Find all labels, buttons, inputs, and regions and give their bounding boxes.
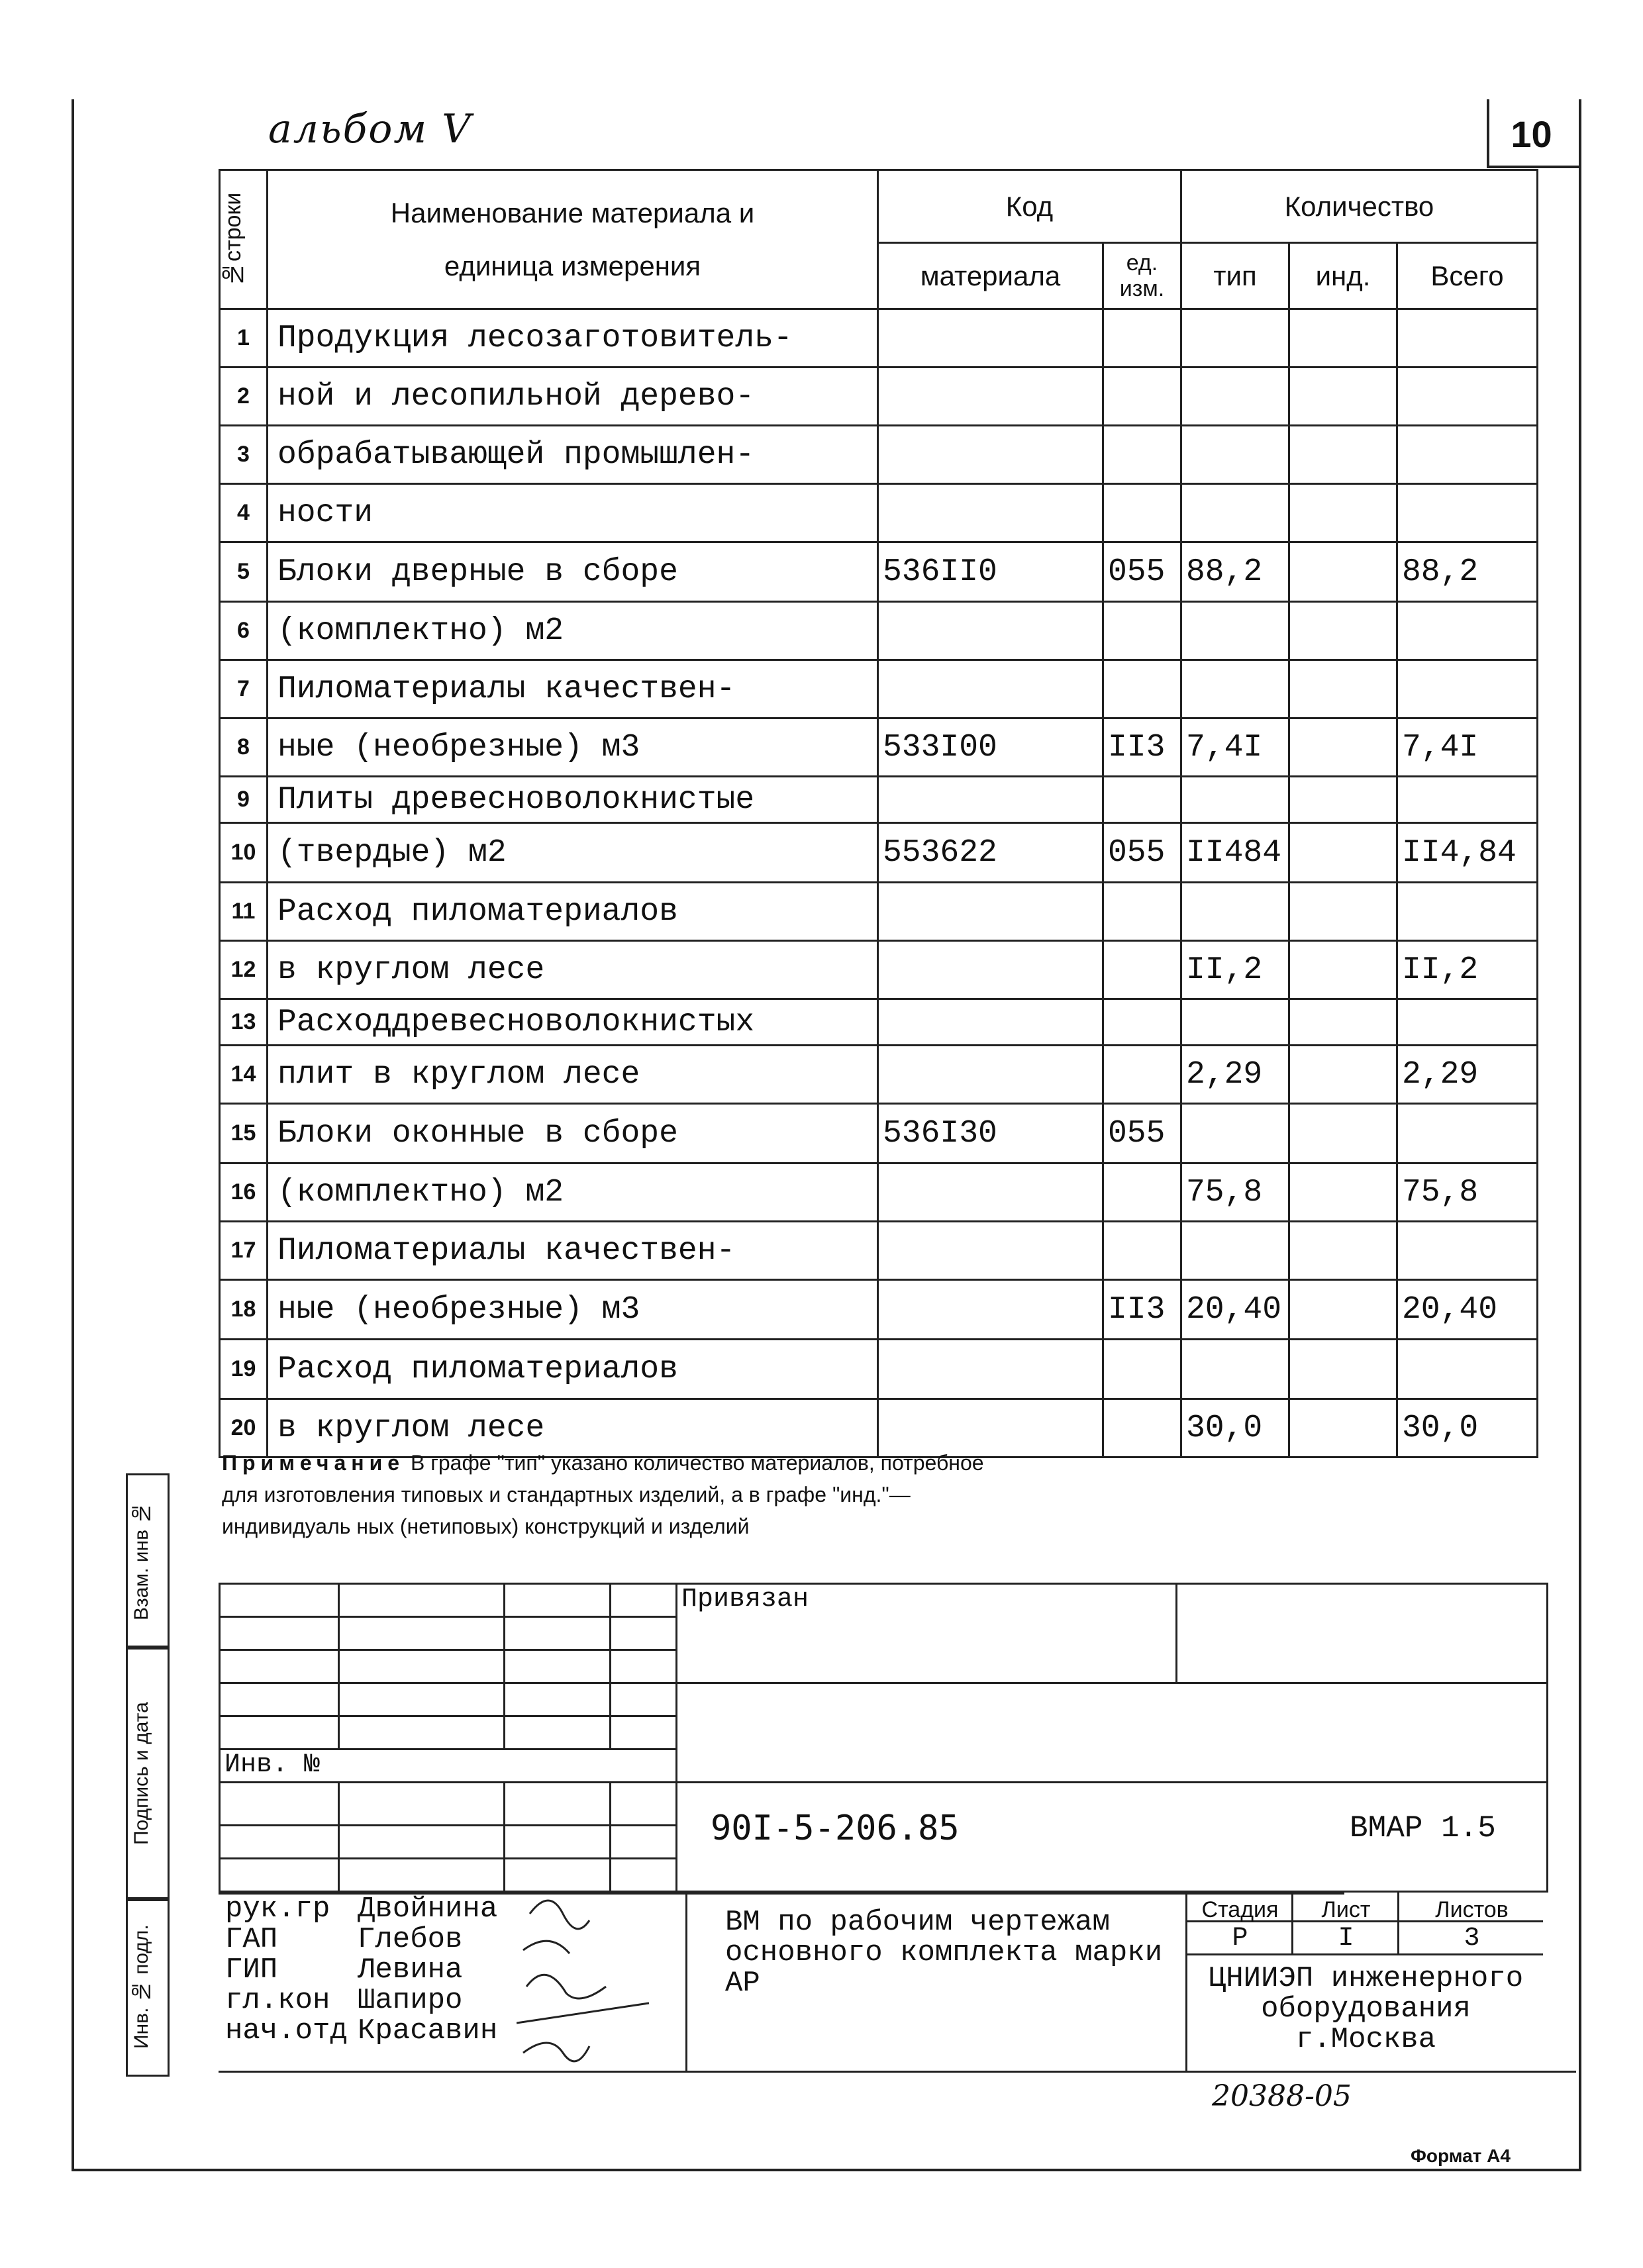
row-ind [1289,660,1397,718]
row-type [1181,602,1289,660]
row-unit [1103,777,1181,823]
row-unit: 055 [1103,1104,1181,1163]
row-type: 2,29 [1181,1046,1289,1104]
table-row [220,1104,1538,1163]
row-total: 88,2 [1397,542,1538,602]
staff-name: Левина [358,1953,463,1987]
row-total [1397,883,1538,941]
staff-row [225,1955,497,1985]
row-unit: II3 [1103,718,1181,777]
row-ind [1289,309,1397,368]
header-code-unit: ед. изм. [1103,243,1181,309]
row-name: Продукция лесозаготовитель- [268,309,878,368]
header-code: Код [878,170,1181,243]
side-podpis: Подпись и дата [126,1646,170,1901]
row-name: плит в круглом лесе [268,1046,878,1104]
row-total [1397,426,1538,484]
table-body [220,309,1538,1457]
stage-value: Р [1232,1924,1248,1953]
row-total [1397,1222,1538,1280]
table-row [220,718,1538,777]
row-total [1397,1340,1538,1399]
row-ind [1289,542,1397,602]
row-code [878,309,1103,368]
row-ind [1289,777,1397,823]
row-ind [1289,1046,1397,1104]
row-name: Блоки оконные в сборе [268,1104,878,1163]
sheets-value: 3 [1464,1924,1480,1953]
row-number: 15 [220,1104,268,1163]
staff-name: Глебов [358,1923,463,1956]
table-row [220,999,1538,1046]
note-text: В графе "тип" указано количество материалов, потребное для изготовления типовых и стандартных изделий, а в графе "инд."— индивидуаль ных (нетиповых) конструкций и изделий [222,1451,984,1538]
row-code [878,999,1103,1046]
row-code [878,660,1103,718]
row-total: 7,4I [1397,718,1538,777]
table-row [220,602,1538,660]
row-code [878,1340,1103,1399]
staff-role: гл.кон [225,1984,330,2017]
row-type [1181,777,1289,823]
row-name: обрабатывающей промышлен- [268,426,878,484]
row-name: ные (необрезные) м3 [268,1280,878,1340]
staff-name: Шапиро [358,1984,463,2017]
row-type: 88,2 [1181,542,1289,602]
row-code [878,777,1103,823]
staff-name: Красавин [358,2014,498,2047]
row-number: 13 [220,999,268,1046]
header-row-no: №строки [220,170,268,309]
row-code [878,602,1103,660]
row-type [1181,999,1289,1046]
header-code-material: материала [878,243,1103,309]
row-number: 8 [220,718,268,777]
sheet-label: Лист [1321,1897,1371,1922]
row-number: 6 [220,602,268,660]
row-name: в круглом лесе [268,941,878,999]
row-name: (комплектно) м2 [268,1163,878,1222]
row-code [878,941,1103,999]
table-row [220,1280,1538,1340]
row-code: 553622 [878,823,1103,883]
staff-role: нач.отд [225,2014,348,2047]
doc-code: 90I-5-206.85 [711,1808,960,1848]
row-ind [1289,426,1397,484]
staff-row [225,1985,497,2016]
row-ind [1289,484,1397,542]
table-row [220,1340,1538,1399]
row-ind [1289,941,1397,999]
row-code [878,1222,1103,1280]
staff-row [225,1894,497,1924]
row-name: ные (необрезные) м3 [268,718,878,777]
note [222,1447,1017,1542]
row-type [1181,484,1289,542]
row-name: ной и лесопильной дерево- [268,368,878,426]
document-title: ВМ по рабочим чертежам основного комплекта марки АР [725,1906,1163,2000]
row-code: 533I00 [878,718,1103,777]
row-ind [1289,718,1397,777]
row-unit [1103,1046,1181,1104]
row-name: в круглом лесе [268,1399,878,1457]
row-total [1397,1104,1538,1163]
stage-label: Стадия [1201,1897,1279,1922]
row-type [1181,883,1289,941]
row-unit [1103,426,1181,484]
row-name: Блоки дверные в сборе [268,542,878,602]
row-unit [1103,602,1181,660]
staff-role: ГИП [225,1953,278,1987]
row-name: (твердые) м2 [268,823,878,883]
sheets-label: Листов [1435,1897,1509,1922]
staff-row [225,2016,497,2046]
row-code: 536I30 [878,1104,1103,1163]
row-number: 7 [220,660,268,718]
row-number: 16 [220,1163,268,1222]
row-code [878,426,1103,484]
table-row [220,484,1538,542]
row-code [878,368,1103,426]
row-ind [1289,883,1397,941]
row-total: II4,84 [1397,823,1538,883]
row-total [1397,660,1538,718]
header-qty-ind: инд. [1289,243,1397,309]
row-unit [1103,1222,1181,1280]
row-number: 12 [220,941,268,999]
row-total [1397,484,1538,542]
format-label: Формат А4 [1411,2145,1511,2166]
row-total [1397,368,1538,426]
row-code: 536II0 [878,542,1103,602]
row-type: 7,4I [1181,718,1289,777]
row-number: 17 [220,1222,268,1280]
privyazan-label: Привязан [677,1584,1177,1683]
row-unit [1103,484,1181,542]
row-name: Расход пиломатериалов [268,883,878,941]
row-type: II484 [1181,823,1289,883]
table-row [220,1163,1538,1222]
doc-mark: ВМАР 1.5 [1350,1811,1496,1846]
row-unit: 055 [1103,542,1181,602]
side-inv: Инв. № подл. [126,1897,170,2077]
row-ind [1289,1280,1397,1340]
row-number: 10 [220,823,268,883]
row-total [1397,309,1538,368]
row-type [1181,309,1289,368]
table-row [220,660,1538,718]
header-qty-type: тип [1181,243,1289,309]
row-number: 9 [220,777,268,823]
row-unit [1103,660,1181,718]
header-qty: Количество [1181,170,1538,243]
row-number: 2 [220,368,268,426]
row-number: 14 [220,1046,268,1104]
row-number: 18 [220,1280,268,1340]
row-total: II,2 [1397,941,1538,999]
row-unit [1103,368,1181,426]
row-type: 30,0 [1181,1399,1289,1457]
table-row [220,883,1538,941]
row-code [878,484,1103,542]
row-number: 20 [220,1399,268,1457]
row-unit: II3 [1103,1280,1181,1340]
row-ind [1289,999,1397,1046]
row-type [1181,1222,1289,1280]
row-type: II,2 [1181,941,1289,999]
row-total [1397,602,1538,660]
row-number: 1 [220,309,268,368]
row-number: 3 [220,426,268,484]
table-row [220,309,1538,368]
row-ind [1289,368,1397,426]
row-unit [1103,941,1181,999]
row-name: Расходдревесноволокнистых [268,999,878,1046]
row-unit [1103,883,1181,941]
table-row [220,368,1538,426]
table-row [220,777,1538,823]
row-code [878,1163,1103,1222]
row-type [1181,660,1289,718]
staff-name: Двойнина [358,1893,498,1926]
side-vzam: Взам. инв № [126,1473,170,1650]
row-number: 5 [220,542,268,602]
header-qty-total: Всего [1397,243,1538,309]
table-row [220,941,1538,999]
row-number: 19 [220,1340,268,1399]
row-ind [1289,1222,1397,1280]
row-type: 20,40 [1181,1280,1289,1340]
row-name: ности [268,484,878,542]
row-total: 75,8 [1397,1163,1538,1222]
archive-number: 20388-05 [1212,2079,1352,2113]
row-total: 30,0 [1397,1399,1538,1457]
row-name: (комплектно) м2 [268,602,878,660]
signatures [517,1887,689,2073]
row-unit [1103,309,1181,368]
table-row [220,823,1538,883]
row-ind [1289,602,1397,660]
organization: ЦНИИЭП инженерного оборудования г.Москва [1208,1962,1524,2056]
row-ind [1289,1104,1397,1163]
row-name: Пиломатериалы качествен- [268,660,878,718]
header-name: Наименование материала и единица измерения [268,170,878,309]
materials-table [219,169,1538,1458]
table-row [220,426,1538,484]
row-code [878,1046,1103,1104]
row-type [1181,1340,1289,1399]
row-name: Плиты древесноволокнистые [268,777,878,823]
row-total [1397,777,1538,823]
page-number: 10 [1511,113,1552,155]
album-label: альбом V [268,106,472,152]
table-row [220,1046,1538,1104]
row-unit [1103,1340,1181,1399]
row-unit [1103,1399,1181,1457]
table-row [220,1222,1538,1280]
row-total [1397,999,1538,1046]
row-type [1181,368,1289,426]
row-unit [1103,999,1181,1046]
row-name: Пиломатериалы качествен- [268,1222,878,1280]
row-ind [1289,1340,1397,1399]
staff-role: ГАП [225,1923,278,1956]
row-unit: 055 [1103,823,1181,883]
row-total: 2,29 [1397,1046,1538,1104]
row-code [878,883,1103,941]
row-code [878,1280,1103,1340]
row-type [1181,426,1289,484]
row-number: 11 [220,883,268,941]
row-ind [1289,1163,1397,1222]
staff-list [225,1894,497,2046]
row-ind [1289,823,1397,883]
row-total: 20,40 [1397,1280,1538,1340]
row-unit [1103,1163,1181,1222]
row-ind [1289,1399,1397,1457]
staff-row [225,1924,497,1955]
table-row [220,542,1538,602]
row-type: 75,8 [1181,1163,1289,1222]
row-number: 4 [220,484,268,542]
row-name: Расход пиломатериалов [268,1340,878,1399]
note-label: Примечание [222,1451,405,1475]
staff-role: рук.гр [225,1893,330,1926]
inv-no-label: Инв. № [220,1750,677,1783]
row-type [1181,1104,1289,1163]
sheet-value: I [1338,1924,1354,1953]
title-block [219,1583,1548,1893]
